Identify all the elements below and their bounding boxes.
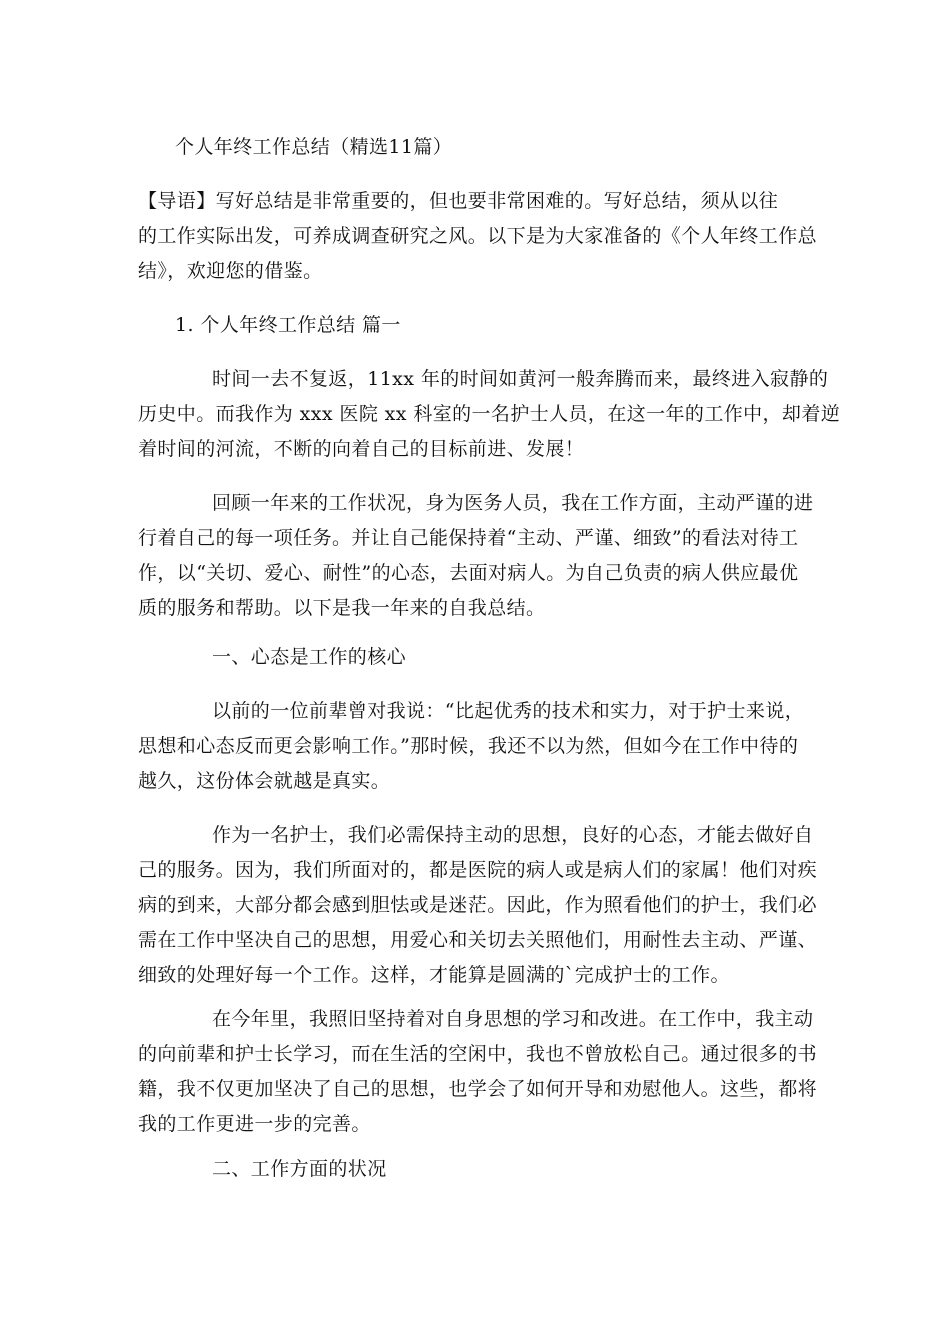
- intro-paragraph: [138, 184, 818, 289]
- heading-two-text: 二、工作方面的状况: [212, 1158, 387, 1180]
- paragraph-line: 回顾一年来的工作状况，身为医务人员，我在工作方面，主动严谨的进: [212, 492, 814, 514]
- paragraph-line: 籍，我不仅更加坚决了自己的思想，也学会了如何开导和劝慰他人。这些，都将: [138, 1078, 818, 1100]
- paragraph-line: 思想和心态反而更会影响工作。”那时候，我还不以为然，但如今在工作中待的: [138, 735, 799, 757]
- intro-line: 【导语】写好总结是非常重要的，但也要非常困难的。写好总结，须从以往: [138, 190, 779, 212]
- paragraph-line: 己的服务。因为，我们所面对的，都是医院的病人或是病人们的家属！他们对疾: [138, 859, 818, 881]
- paragraph-line: 越久，这份体会就越是真实。: [138, 770, 391, 792]
- paragraph-line: 病的到来，大部分都会感到胆怯或是迷茫。因此，作为照看他们的护士，我们必: [138, 894, 818, 916]
- section-heading-1: [138, 308, 851, 343]
- paragraph-line: 以前的一位前辈曾对我说：“比起优秀的技术和实力，对于护士来说，: [212, 700, 805, 722]
- paragraph-line: 历史中。而我作为 xxx 医院 xx 科室的一名护士人员，在这一年的工作中，却着逆: [138, 403, 841, 425]
- paragraph-4: [138, 818, 818, 993]
- intro-line: 的工作实际出发，可养成调查研究之风。以下是为大家准备的《个人年终工作总: [138, 225, 818, 247]
- intro-line: 结》，欢迎您的借鉴。: [138, 260, 323, 282]
- paragraph-line: 行着自己的每一项任务。并让自己能保持着“主动、严谨、细致”的看法对待工: [138, 527, 799, 549]
- heading-one-text: 一、心态是工作的核心: [212, 646, 407, 668]
- heading-two: [138, 1152, 888, 1187]
- paragraph-3: [138, 694, 814, 799]
- paragraph-line: 的向前辈和护士长学习，而在生活的空闲中，我也不曾放松自己。通过很多的书: [138, 1043, 818, 1065]
- paragraph-line: 需在工作中坚决自己的思想，用爱心和关切去关照他们，用耐性去主动、严谨、: [138, 929, 818, 951]
- document-title: [138, 130, 851, 165]
- paragraph-line: 细致的处理好每一个工作。这样，才能算是圆满的`完成护士的工作。: [138, 964, 730, 986]
- paragraph-2: [138, 486, 814, 626]
- paragraph-5: [138, 1002, 818, 1142]
- paragraph-line: 着时间的河流，不断的向着自己的目标前进、发展！: [138, 438, 585, 460]
- paragraph-line: 我的工作更进一步的完善。: [138, 1113, 371, 1135]
- paragraph-line: 时间一去不复返，11xx 年的时间如黄河一般奔腾而来，最终进入寂静的: [212, 368, 829, 390]
- paragraph-line: 作，以“关切、爱心、耐性”的心态，去面对病人。为自己负责的病人供应最优: [138, 562, 799, 584]
- paragraph-line: 作为一名护士，我们必需保持主动的思想，良好的心态，才能去做好自: [212, 824, 814, 846]
- document-title-text: 个人年终工作总结（精选11篇）: [175, 136, 453, 158]
- section-heading-text: 1. 个人年终工作总结 篇一: [175, 314, 401, 336]
- paragraph-line: 在今年里，我照旧坚持着对自身思想的学习和改进。在工作中，我主动: [212, 1008, 814, 1030]
- paragraph-line: 质的服务和帮助。以下是我一年来的自我总结。: [138, 597, 546, 619]
- heading-one: [138, 640, 888, 675]
- paragraph-1: [138, 362, 841, 467]
